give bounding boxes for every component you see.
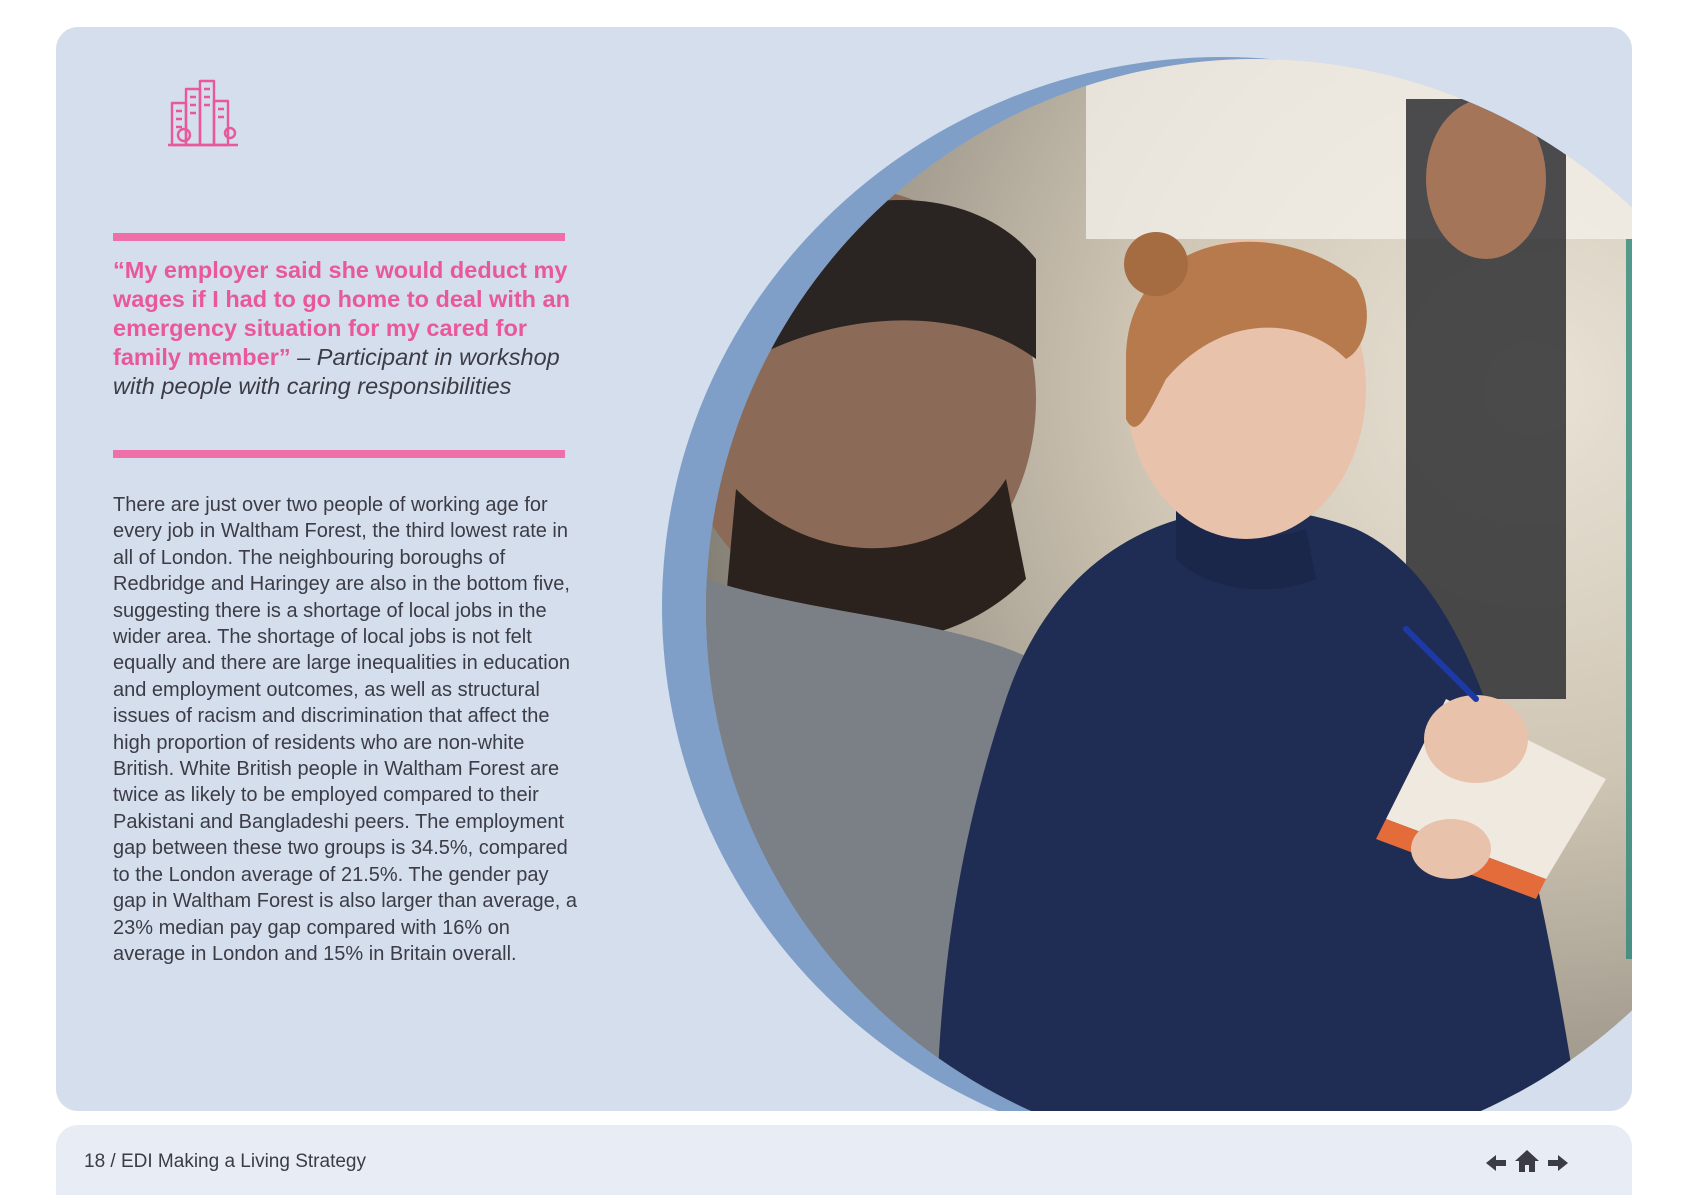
workshop-photo xyxy=(706,59,1632,1111)
footer-bar xyxy=(56,1125,1632,1195)
quote-attribution: – Participant in workshop with people with caring responsibilities xyxy=(113,344,560,399)
arrow-right-icon[interactable] xyxy=(1546,1153,1570,1173)
city-buildings-icon xyxy=(168,79,240,151)
arrow-left-icon[interactable] xyxy=(1484,1153,1508,1173)
quote-rule-top xyxy=(113,233,565,241)
quote-highlight: “My employer said she would deduct my wages if I had to go home to deal with an emergency situation for my cared for family member” xyxy=(113,257,570,370)
pull-quote xyxy=(113,256,573,401)
body-paragraph: There are just over two people of working age for every job in Waltham Forest, the third lowest rate in all of London. The neighbouring boroughs of Redbridge and Haringey are also in the bottom five, suggesting there is a shortage of local jobs in the wider area. The shortage of local jobs is not felt equally and there are large inequalities in education and employment outcomes, as well as structural issues of racism and discrimination that affect the high proportion of residents who are non-white British. White British people in Waltham Forest are twice as likely to be employed compared to their Pakistani and Bangladeshi peers. The employment gap between these two groups is 34.5%, compared to the London average of 21.5%. The gender pay gap in Waltham Forest is also larger than average, a 23% median pay gap compared with 16% on average in London and 15% in Britain overall. xyxy=(113,494,577,965)
page-label: 18 / EDI Making a Living Strategy xyxy=(84,1151,366,1172)
quote-rule-bottom xyxy=(113,450,565,458)
content-panel xyxy=(56,27,1632,1111)
home-icon[interactable] xyxy=(1513,1148,1541,1174)
